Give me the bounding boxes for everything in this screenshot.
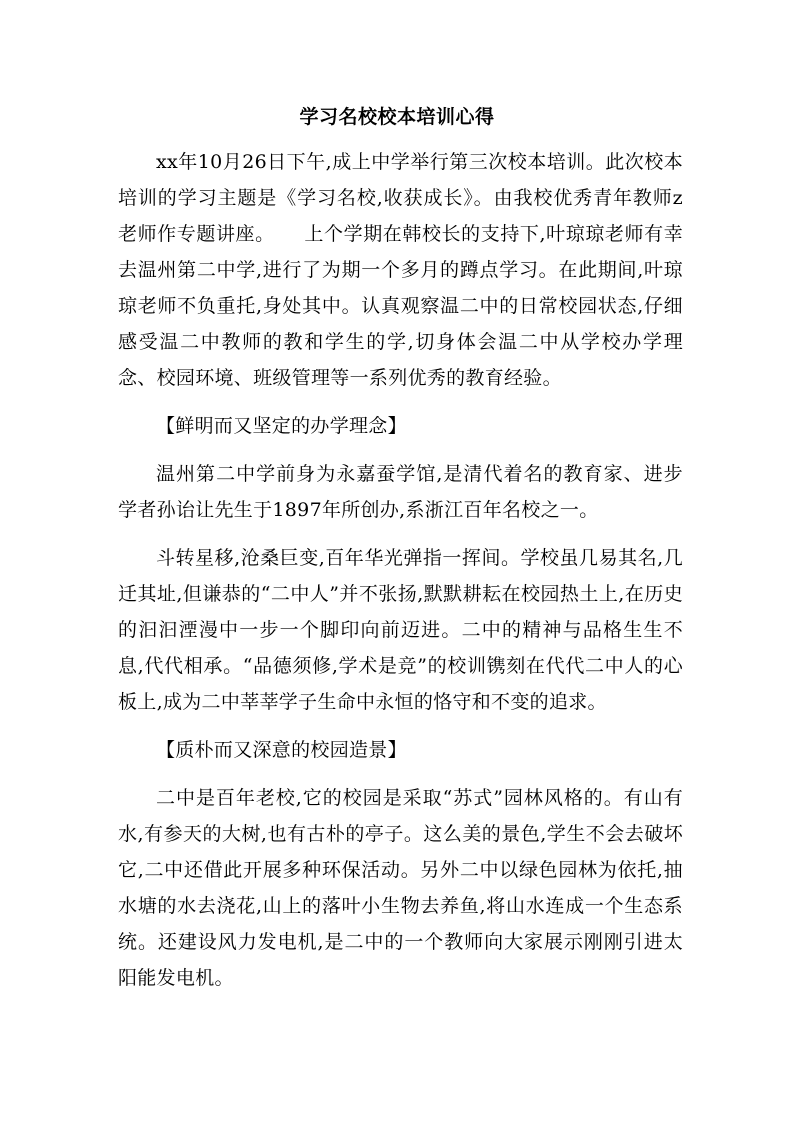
section-heading-campus: 【质朴而又深意的校园造景】 (156, 739, 407, 761)
section-heading-philosophy: 【鲜明而又坚定的办学理念】 (156, 415, 407, 437)
paragraph-spirit: 斗转星移,沧桑巨变,百年华光弹指一挥间。学校虽几易其名,几迁其址,但谦恭的“二中人”并不张扬,默默耕耘在校园热土上,在历史的汩汩湮漫中一步一个脚印向前迈进。二中的精神与品格生生不息,代代相承。“品德须修,学术是竞”的校训镌刻在代代二中人的心板上,成为二中莘莘学子生命中永恒的恪守和不变的追求。 (118, 547, 683, 713)
paragraph-campus: 二中是百年老校,它的校园是采取“苏式”园林风格的。有山有水,有参天的大树,也有古朴的亭子。这么美的景色,学生不会去破坏它,二中还借此开展多种环保活动。另外二中以绿色园林为依托,抽水塘的水去浇花,山上的落叶小生物去养鱼,将山水连成一个生态系统。还建设风力发电机,是二中的一个教师向大家展示刚刚引进太阳能发电机。 (118, 787, 683, 989)
document-body (118, 144, 683, 1008)
paragraph-history: 温州第二中学前身为永嘉蚕学馆,是清代着名的教育家、进步学者孙诒让先生于1897年所创办,系浙江百年名校之一。 (118, 463, 683, 521)
document-title: 学习名校校本培训心得 (299, 106, 495, 128)
paragraph-intro: xx年10月26日下午,成上中学举行第三次校本培训。此次校本培训的学习主题是《学习名校,收获成长》。由我校优秀青年教师z老师作专题讲座。 上个学期在韩校长的支持下,叶琼琼老师有幸去温州第二中学,进行了为期一个多月的蹲点学习。在此期间,叶琼琼老师不负重托,身处其中。认真观察温二中的日常校园状态,仔细感受温二中教师的教和学生的学,切身体会温二中从学校办学理念、校园环境、班级管理等一系列优秀的教育经验。 (118, 151, 683, 389)
